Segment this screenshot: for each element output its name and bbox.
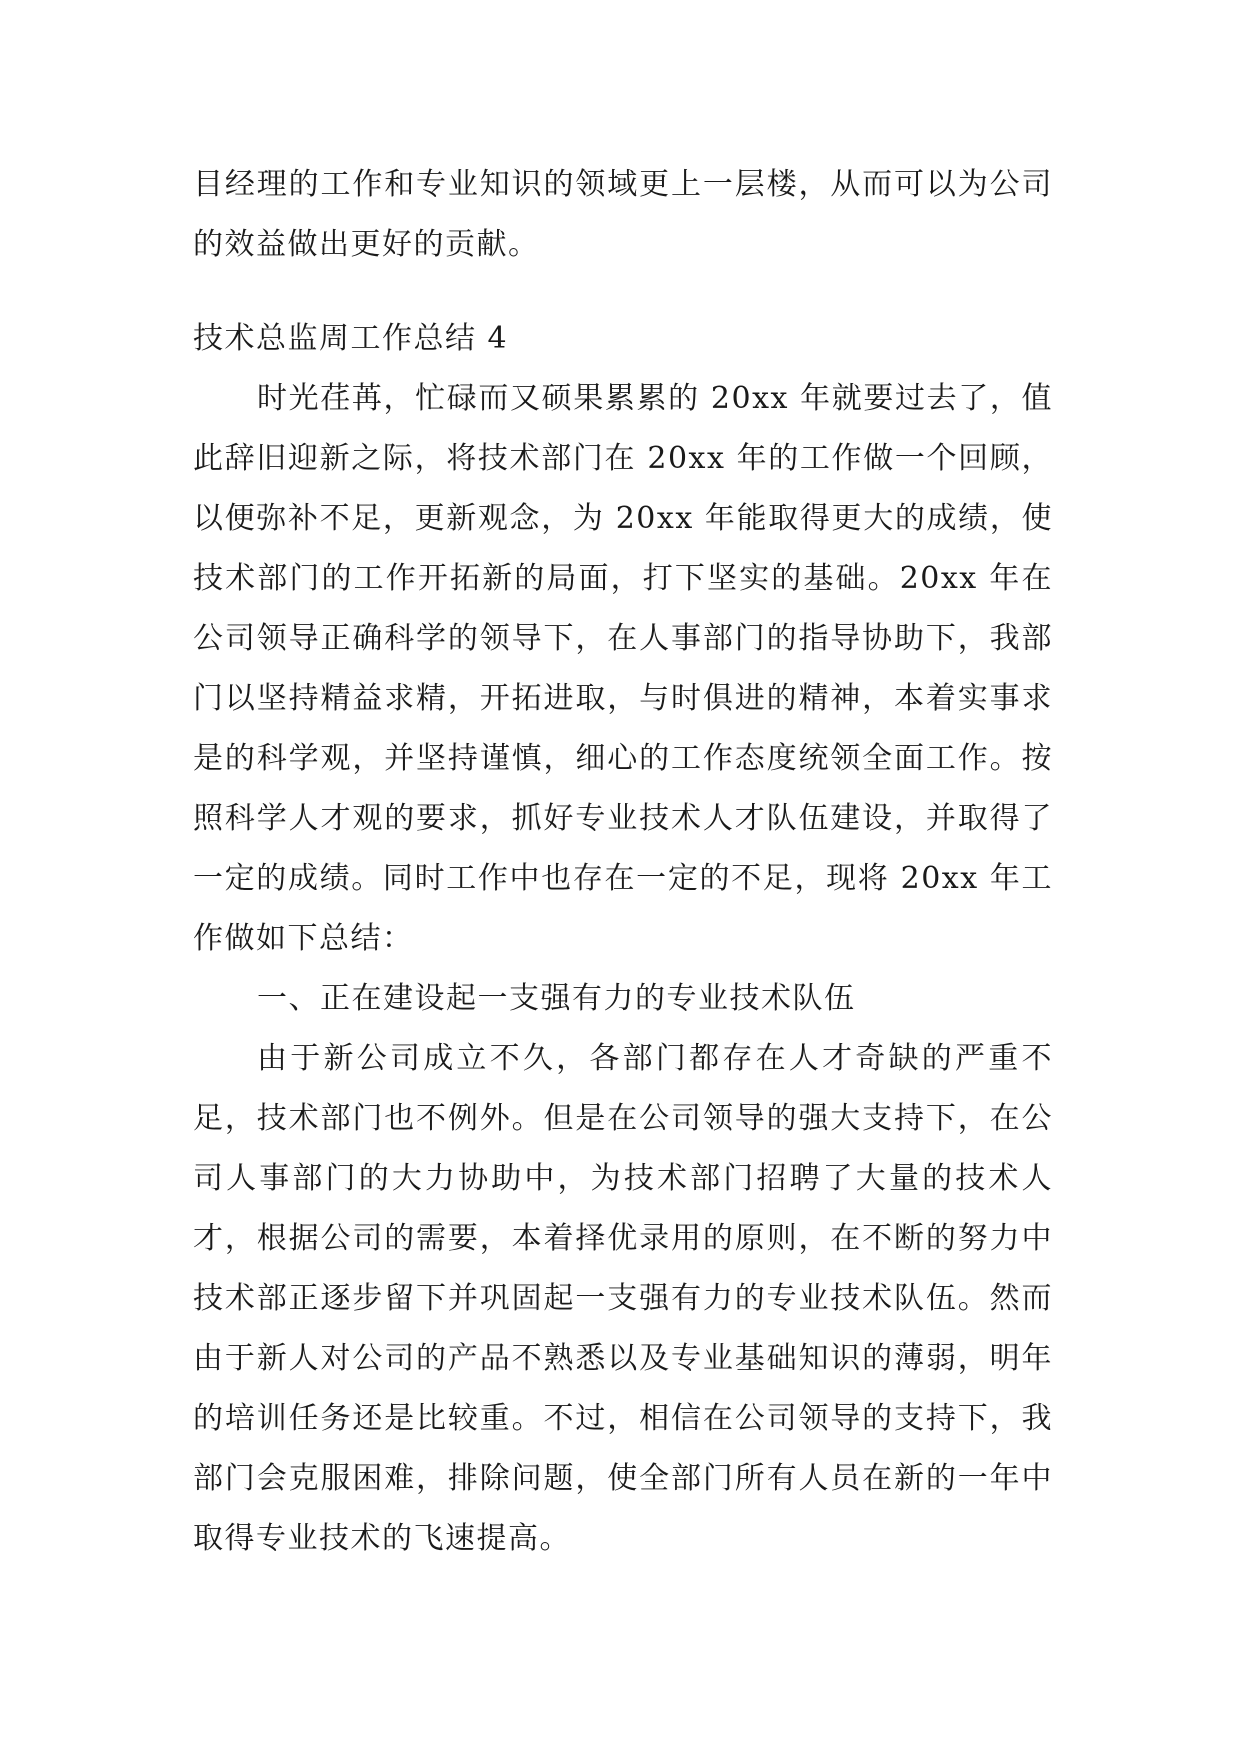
subheading-1: 一、正在建设起一支强有力的专业技术队伍 [257, 981, 856, 1016]
body-paragraph-1: 时光荏苒，忙碌而又硕果累累的 20xx 年就要过去了，值此辞旧迎新之际，将技术部门在 20xx 年的工作做一个回顾，以便弥补不足，更新观念，为 20xx 年能取得更大的成绩，使技术部门的工作开拓新的局面，打下坚实的基础。20xx 年在公司领导正确科学的领导下，在人事部门的指导协助下，我部门以坚持精益求精，开拓进取，与时俱进的精神，本着实事求是的科学观，并坚持谨慎，细心的工作态度统领全面工作。按照科学人才观的要求，抓好专业技术人才队伍建设，并取得了一定的成绩。同时工作中也存在一定的不足，现将 20xx 年工作做如下总结： [193, 381, 1053, 956]
document-body [193, 155, 1053, 1569]
intro-paragraph: 目经理的工作和专业知识的领域更上一层楼，从而可以为公司的效益做出更好的贡献。 [193, 167, 1053, 262]
section-title: 技术总监周工作总结 4 [193, 321, 509, 356]
body-paragraph-2: 由于新公司成立不久，各部门都存在人才奇缺的严重不足，技术部门也不例外。但是在公司领导的强大支持下，在公司人事部门的大力协助中，为技术部门招聘了大量的技术人才，根据公司的需要，本着择优录用的原则，在不断的努力中技术部正逐步留下并巩固起一支强有力的专业技术队伍。然而由于新人对公司的产品不熟悉以及专业基础知识的薄弱，明年的培训任务还是比较重。不过，相信在公司领导的支持下，我部门会克服困难，排除问题，使全部门所有人员在新的一年中取得专业技术的飞速提高。 [193, 1041, 1053, 1556]
section-spacer [193, 275, 1053, 309]
